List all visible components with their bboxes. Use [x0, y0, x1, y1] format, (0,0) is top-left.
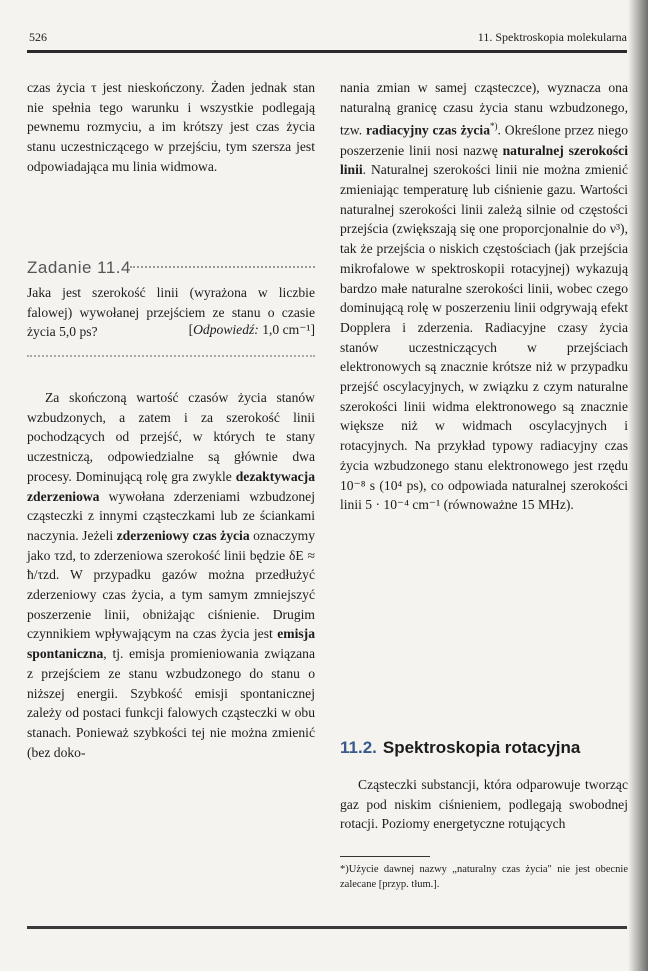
- section-intro-paragraph: [340, 775, 628, 834]
- task-title: Zadanie 11.4: [27, 258, 131, 277]
- section-number: 11.2.: [340, 738, 377, 757]
- intro-text: czas życia τ jest nieskończony. Żaden jednak stan nie spełnia tego warunku i wszystkie podlegają pewnemu rozmyciu, a im krótszy jest czas życia stanu uczestniczącego w przejściu, tym szersza jest odpowiadająca mu linia widmowa.: [27, 80, 315, 174]
- section-heading: [340, 738, 580, 758]
- footnote-rule: [340, 856, 430, 857]
- right-part-a: nania zmian w samej cząsteczce), wyznacza ona naturalną granicę czasu życia stanu wzbudzonego, tzw.: [340, 80, 628, 138]
- term-natural-width: naturalnej szerokości linii: [340, 142, 628, 178]
- binding-shadow: [628, 0, 648, 971]
- header-rule: [27, 50, 627, 53]
- para2-part-d: , tj. emisja promieniowania związana z przejściem ze stanu wzbudzonego do stanu o niższej energii. Szybkość emisji spontanicznej zależy od postaci funkcji falowych cząsteczki w obu stanach. Ponieważ szybkości tej nie można zmienić (bez doko-: [27, 646, 315, 760]
- footer-rule: [27, 926, 627, 929]
- answer-label: Odpowiedź:: [193, 322, 259, 337]
- running-header: 11. Spektroskopia molekularna: [477, 30, 627, 44]
- task-question-text: Jaka jest szerokość linii (wyrażona w liczbie falowej) wywołanej przejściem ze stanu o czasie życia 5,0 ps?: [27, 285, 315, 340]
- task-divider: [130, 266, 315, 268]
- term-radiative-lifetime: radiacyjny czas życia: [366, 122, 491, 138]
- task-end-divider: [27, 355, 315, 357]
- section-title: Spektroskopia rotacyjna: [382, 738, 581, 757]
- term-spontaneous-emission: emisja spontaniczna: [27, 626, 315, 662]
- right-part-c: . Naturalnej szerokości linii nie można zmienić zmieniając temperaturę lub ciśnienie gazu. Wartości naturalnej szerokości linii zależą silnie od częstości przejścia (zwiększają się one proporcjonalnie do ν³), tak że przejścia o niskich częstościach (jak przejścia mikrofalowe w spektroskopii rotacyjnej) wykazują bardzo małe naturalne szerokości linii, wobec czego dominującą rolę w poszerzeniu linii odgrywają efekt Dopplera i zderzenia. Radiacyjne czasy życia stanów uczestniczących w przejściach elektronowych są znacznie krótsze niż w przypadku przejść oscylacyjnych, w związku z czym naturalne szerokości linii widma elektronowego są znacznie większe niż w widmach oscylacyjnych i rotacyjnych. Na przykład typowy radiacyjny czas życia wzbudzonego stanu elektronowego jest rzędu 10⁻⁸ s (10⁴ ps), co odpowiada naturalnej szerokości linii 5 · 10⁻⁴ cm⁻¹ (równoważne 15 MHz).: [340, 162, 628, 513]
- footnote: *)Użycie dawnej nazwy „naturalny czas życia" nie jest obecnie zalecane [przyp. tłum.].: [340, 864, 628, 890]
- para2-part-a: Za skończoną wartość czasów życia stanów wzbudzonych, a zatem i za szerokość linii pochodzących od przejść, w których te stany uczestniczą, odpowiedzialne są głównie dwa procesy. Dominującą rolę gra zwykle: [27, 390, 315, 484]
- page-number: 526: [29, 30, 47, 44]
- left-intro-paragraph: [27, 78, 315, 177]
- right-main-paragraph: [340, 78, 628, 515]
- para2-part-b: wywołana zderzeniami wzbudzonej cząsteczki z innymi cząsteczkami lub ze ściankami naczynia. Jeżeli: [27, 488, 315, 543]
- left-main-paragraph: [27, 388, 315, 762]
- term-collisional-deactivation: dezaktywacja zderzeniowa: [27, 468, 315, 504]
- footnote-marker: *): [490, 121, 498, 132]
- section-intro-text: Cząsteczki substancji, która odparowuje tworząc gaz pod niskim ciśnieniem, podlegają swobodnej rotacji. Poziomy energetyczne rotujących: [340, 777, 628, 832]
- term-collisional-lifetime: zderzeniowy czas życia: [116, 527, 250, 543]
- answer-value: 1,0 cm⁻¹: [262, 322, 311, 337]
- task-answer: [Odpowiedź: 1,0 cm⁻¹]: [188, 322, 315, 337]
- para2-part-c: oznaczymy jako τzd, to zderzeniowa szerokość linii będzie δE ≈ ħ/τzd. W przypadku gazów można przedłużyć zderzeniowy czas życia, a tym samym zmniejszyć poszerzenie linii, obniżając ciśnienie. Drugim czynnikiem wpływającym na czas życia jest: [27, 527, 316, 642]
- right-part-b: . Określone przez niego poszerzenie linii nosi nazwę: [340, 122, 628, 158]
